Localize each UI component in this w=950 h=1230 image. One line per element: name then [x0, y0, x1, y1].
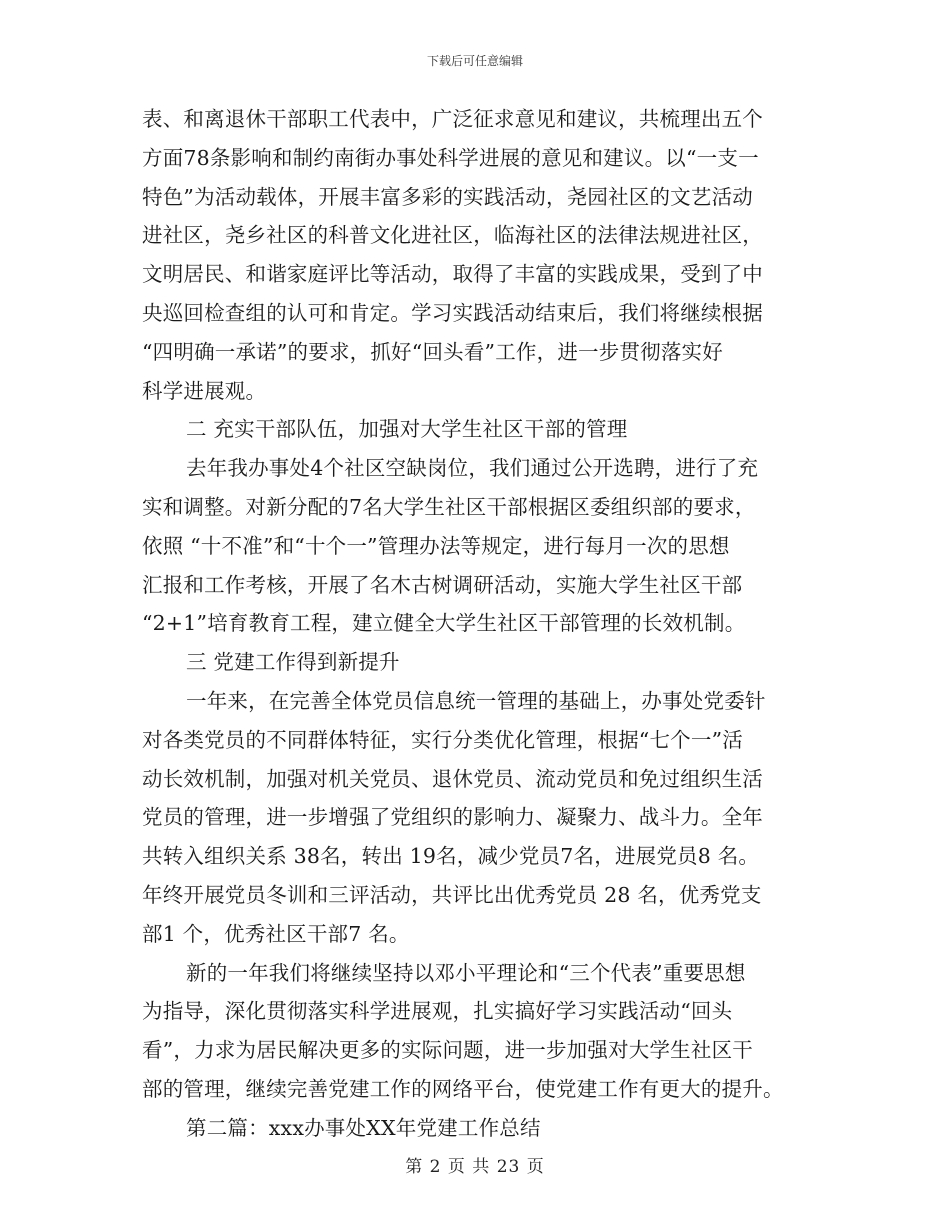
text-line: 新的一年我们将继续坚持以邓小平理论和“三个代表”重要思想: [186, 960, 746, 985]
page-footer: 第 2 页 共 23 页: [405, 1157, 545, 1177]
text-line: 特色”为活动载体，开展丰富多彩的实践活动，尧园社区的文艺活动: [142, 184, 753, 209]
text-line: 第二篇：xxx办事处XX年党建工作总结: [186, 1115, 541, 1140]
text-line: 部的管理，继续完善党建工作的网络平台，使党建工作有更大的提升。: [142, 1076, 784, 1101]
text-line: 党员的管理，进一步增强了党组织的影响力、凝聚力、战斗力。全年: [142, 805, 763, 830]
text-line: “四明确一承诺”的要求，抓好“回头看”工作，进一步贯彻落实好: [142, 339, 723, 364]
document-body: [142, 100, 812, 1148]
text-line: 二 充实干部队伍，加强对大学生社区干部的管理: [186, 417, 628, 442]
text-line: “2+1”培育教育工程，建立健全大学生社区干部管理的长效机制。: [142, 611, 746, 636]
text-line: 三 党建工作得到新提升: [186, 650, 400, 675]
text-line: 一年来，在完善全体党员信息统一管理的基础上，办事处党委针: [186, 688, 766, 713]
text-line: 动长效机制，加强对机关党员、退休党员、流动党员和免过组织生活: [142, 766, 763, 791]
text-line: 进社区，尧乡社区的科普文化进社区，临海社区的法律法规进社区，: [142, 223, 763, 248]
text-line: 为指导，深化贯彻落实科学进展观，扎实搞好学习实践活动“回头: [142, 999, 733, 1024]
text-line: 文明居民、和谐家庭评比等活动，取得了丰富的实践成果，受到了中: [142, 262, 763, 287]
text-line: 汇报和工作考核，开展了名木古树调研活动，实施大学生社区干部: [142, 572, 743, 597]
text-line: 科学进展观。: [142, 378, 267, 403]
text-line: 央巡回检查组的认可和肯定。学习实践活动结束后，我们将继续根据: [142, 300, 763, 325]
text-line: 部1 个，优秀社区干部7 名。: [142, 921, 410, 946]
text-line: 对各类党员的不同群体特征，实行分类优化管理，根据“七个一”活: [142, 727, 743, 752]
text-line: 实和调整。对新分配的7名大学生社区干部根据区委组织部的要求，: [142, 494, 756, 519]
text-line: 看”，力求为居民解决更多的实际问题，进一步加强对大学生社区干: [142, 1038, 753, 1063]
text-line: 依照 “十不准”和“十个一”管理办法等规定，进行每月一次的思想: [142, 533, 730, 558]
page-header: 下载后可任意编辑: [426, 54, 523, 68]
text-line: 去年我办事处4个社区空缺岗位，我们通过公开选聘，进行了充: [186, 456, 759, 481]
text-line: 方面78条影响和制约南街办事处科学进展的意见和建议。以“一支一: [142, 145, 759, 170]
text-line: 共转入组织关系 38名，转出 19名，减少党员7名，进展党员8 名。: [142, 844, 760, 869]
text-line: 表、和离退休干部职工代表中，广泛征求意见和建议，共梳理出五个: [142, 107, 763, 131]
text-line: 年终开展党员冬训和三评活动，共评比出优秀党员 28 名，优秀党支: [142, 882, 762, 907]
